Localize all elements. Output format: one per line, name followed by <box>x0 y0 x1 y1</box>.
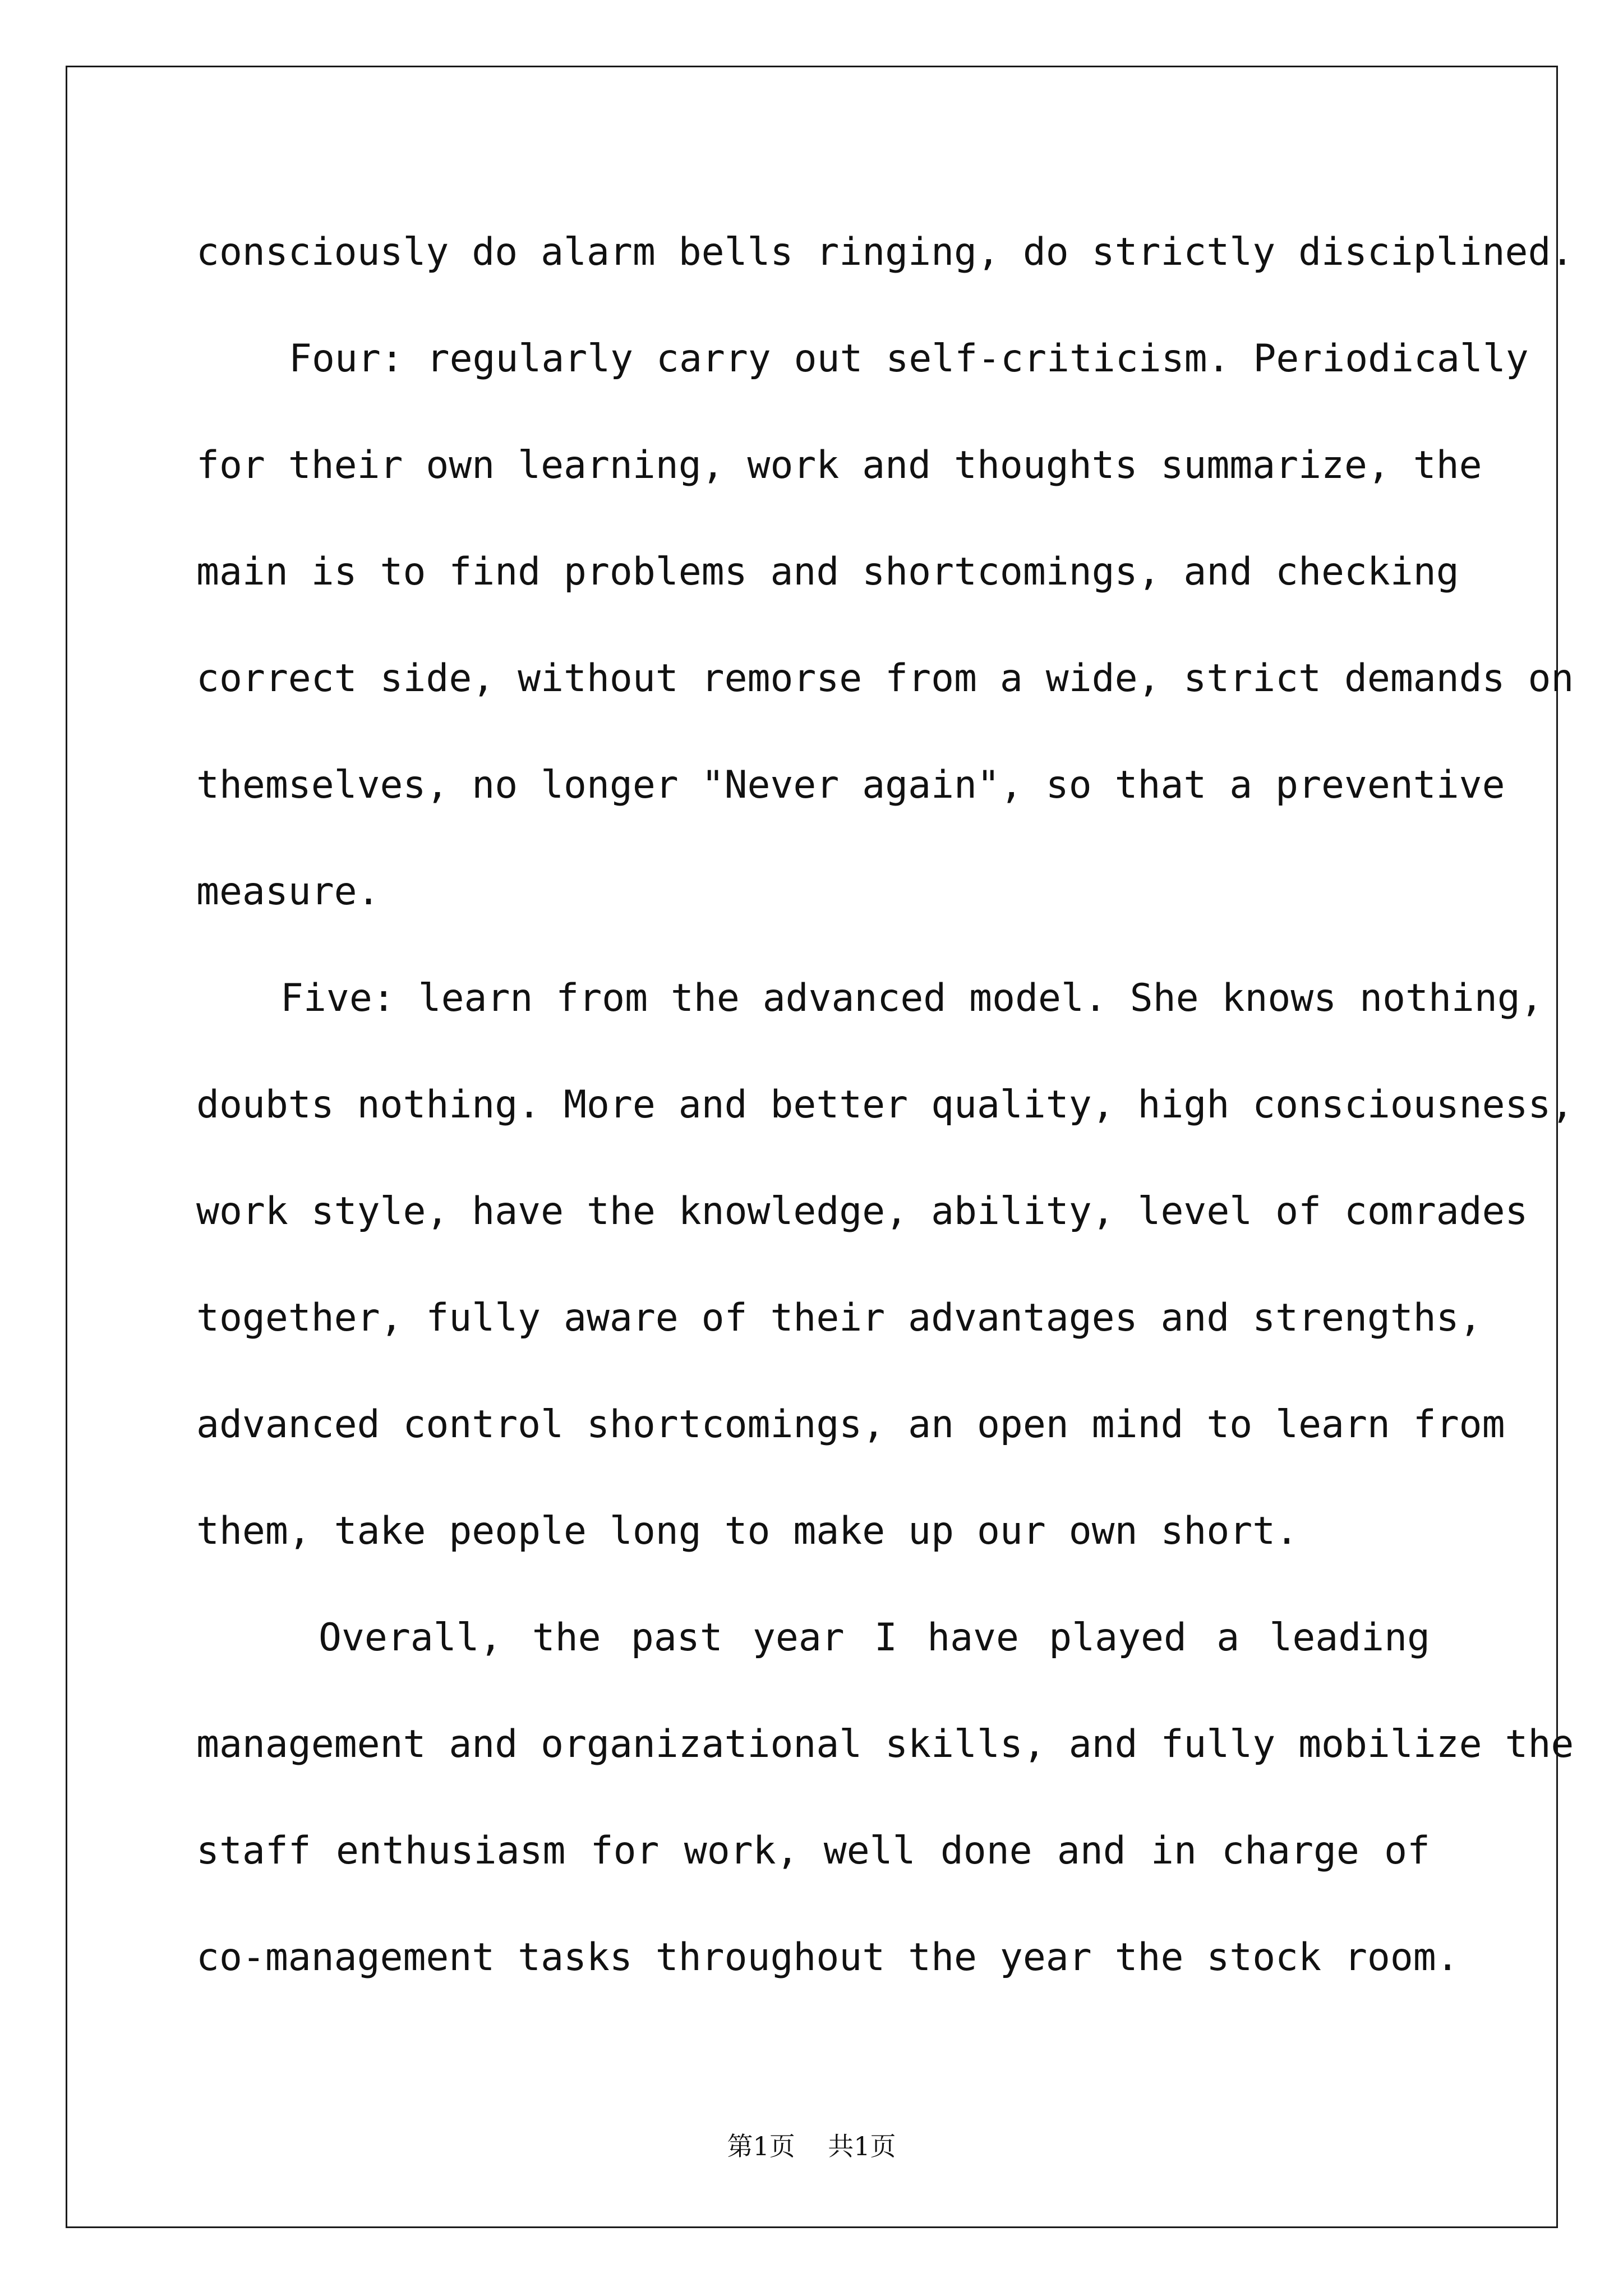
text-line: management and organizational skills, and fully mobilize the <box>196 1722 1574 1766</box>
text-line: main is to find problems and shortcomings, and checking <box>196 550 1459 594</box>
text-line: Five: learn from the advanced model. She knows nothing, <box>280 976 1543 1020</box>
page-number: 第1页 <box>727 2131 795 2161</box>
text-line: them, take people long to make up our own short. <box>196 1509 1299 1553</box>
text-line: co-management tasks throughout the year the stock room. <box>196 1935 1459 1980</box>
text-line: Four: regularly carry out self-criticism. Periodically <box>289 337 1529 381</box>
text-line: doubts nothing. More and better quality, high consciousness, <box>196 1083 1574 1127</box>
text-line: work style, have the knowledge, ability, level of comrades <box>196 1189 1528 1234</box>
text-line: correct side, without remorse from a wide, strict demands on <box>196 656 1574 701</box>
text-line: for their own learning, work and thoughts summarize, the <box>196 443 1482 487</box>
text-line: advanced control shortcomings, an open mind to learn from <box>196 1402 1505 1447</box>
text-line: themselves, no longer "Never again", so that a preventive <box>196 763 1505 807</box>
page-border <box>66 66 1574 2228</box>
text-line: together, fully aware of their advantages and strengths, <box>196 1296 1482 1340</box>
text-line: measure. <box>196 869 380 914</box>
text-line: consciously do alarm bells ringing, do strictly disciplined. <box>196 230 1574 274</box>
page-footer <box>0 2126 1623 2163</box>
text-line: Overall, the past year I have played a leading <box>319 1616 1430 1660</box>
page-total: 共1页 <box>828 2131 896 2161</box>
text-line: staff enthusiasm for work, well done and in charge of <box>196 1829 1430 1873</box>
